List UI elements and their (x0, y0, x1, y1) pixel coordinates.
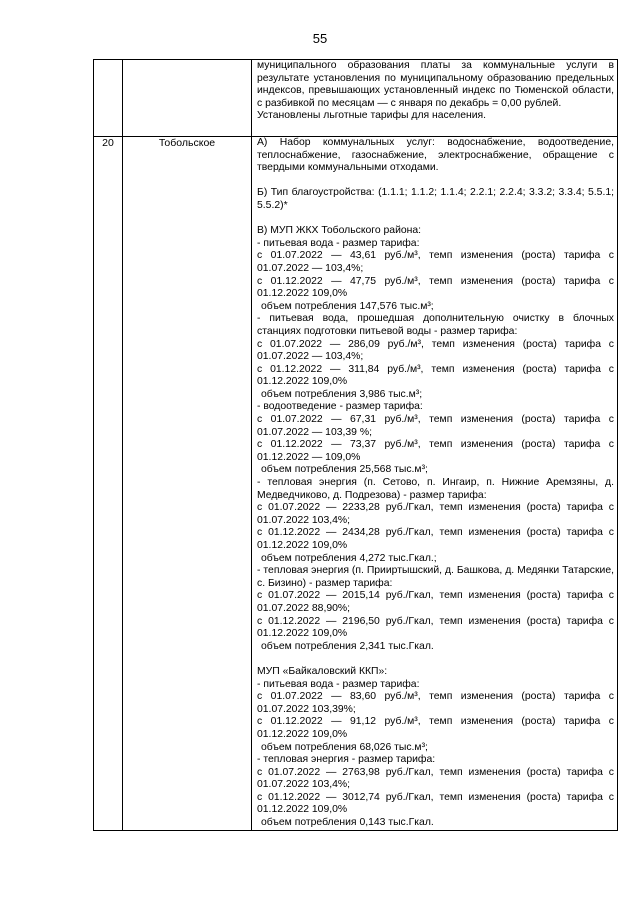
page-number: 55 (312, 31, 328, 46)
details-content (252, 60, 617, 123)
blank-line (257, 653, 614, 666)
text-line: муниципального образования платы за коммунальные услуги в результате установления по муниципальному образованию предельных индексов, превышающих установленный индекс по Тюменской области, с разбивкой по месяцам — с января по декабрь = 0,00 рублей. (257, 60, 614, 109)
text-line: с 01.12.2022 — 3012,74 руб./Гкал, темп изменения (роста) тарифа с 01.12.2022 109,0% (257, 791, 614, 816)
text-line: объем потребления 4,272 тыс.Гкал.; (261, 552, 437, 564)
details-cell (252, 137, 618, 831)
blank-line (257, 175, 614, 188)
text-line: МУП «Байкаловский ККП»: (257, 665, 388, 677)
table-row (94, 137, 618, 831)
text-line: объем потребления 25,568 тыс.м³; (261, 464, 428, 476)
text-line: с 01.12.2022 — 73,37 руб./м³, темп изменения (роста) тарифа с 01.12.2022 — 109,0% (257, 439, 614, 463)
details-cell (252, 60, 618, 137)
text-line: - питьевая вода - размер тарифа: (257, 237, 420, 249)
text-line: с 01.12.2022 — 2196,50 руб./Гкал, темп изменения (роста) тарифа с 01.12.2022 109,0% (257, 615, 614, 640)
text-line: с 01.12.2022 — 47,75 руб./м³, темп изменения (роста) тарифа с 01.12.2022 109,0% (257, 275, 614, 300)
text-line: объем потребления 68,026 тыс.м³; (261, 741, 428, 753)
text-line: - тепловая энергия (п. Прииртышский, д. Башкова, д. Медянки Татарские, с. Бизино) - размер тарифа: (257, 565, 614, 589)
text-line: объем потребления 0,143 тыс.Гкал. (261, 817, 434, 829)
text-line: - питьевая вода - размер тарифа: (257, 678, 420, 690)
row-number-cell: 20 (94, 137, 123, 831)
table-row (94, 60, 618, 137)
text-line: объем потребления 147,576 тыс.м³; (261, 300, 434, 312)
text-line: Б) Тип благоустройства: (1.1.1; 1.1.2; 1.1.4; 2.2.1; 2.2.4; 3.3.2; 3.3.4; 5.5.1; 5.5.2)* (257, 187, 614, 211)
text-line: А) Набор коммунальных услуг: водоснабжение, водоотведение, теплоснабжение, газоснабжение, электроснабжение, обращение с твердыми коммунальными отходами. (257, 137, 614, 174)
text-line: с 01.07.2022 — 67,31 руб./м³, темп изменения (роста) тарифа с 01.07.2022 — 103,39 %; (257, 414, 614, 438)
blank-line (257, 213, 614, 226)
text-line: с 01.07.2022 — 43,61 руб./м³, темп изменения (роста) тарифа с 01.07.2022 — 103,4%; (257, 250, 614, 274)
municipality-name-cell: Тобольское (123, 137, 252, 831)
text-line: с 01.12.2022 — 91,12 руб./м³, темп изменения (роста) тарифа с 01.12.2022 109,0% (257, 716, 614, 740)
text-line: объем потребления 2,341 тыс.Гкал. (261, 640, 434, 652)
tariff-table (93, 59, 618, 831)
text-line: с 01.07.2022 — 2233,28 руб./Гкал, темп изменения (роста) тарифа с 01.07.2022 103,4%; (257, 502, 614, 526)
text-line: с 01.07.2022 — 2015,14 руб./Гкал, темп изменения (роста) тарифа с 01.07.2022 88,90%; (257, 590, 614, 614)
details-content (252, 137, 617, 830)
row-number-cell (94, 60, 123, 137)
text-line: с 01.07.2022 — 83,60 руб./м³, темп изменения (роста) тарифа с 01.07.2022 103,39%; (257, 691, 614, 715)
text-line: - тепловая энергия - размер тарифа: (257, 754, 436, 766)
text-line: с 01.12.2022 — 311,84 руб./м³, темп изменения (роста) тарифа с 01.12.2022 109,0% (257, 363, 614, 388)
text-line: с 01.07.2022 — 2763,98 руб./Гкал, темп изменения (роста) тарифа с 01.07.2022 103,4%; (257, 766, 614, 791)
text-line: объем потребления 3,986 тыс.м³; (261, 388, 423, 400)
text-line: - тепловая энергия (п. Сетово, п. Ингаир, п. Нижние Аремзяны, д. Медведчиково, д. Подрезова) - размер тарифа: (257, 477, 614, 501)
text-line: В) МУП ЖКХ Тобольского района: (257, 225, 422, 237)
text-line: Установлены льготные тарифы для населения. (257, 110, 487, 122)
text-line: - водоотведение - размер тарифа: (257, 401, 423, 413)
text-line: с 01.07.2022 — 286,09 руб./м³, темп изменения (роста) тарифа с 01.07.2022 — 103,4%; (257, 338, 614, 363)
text-line: - питьевая вода, прошедшая дополнительную очистку в блочных станциях подготовки питьевой воды - размер тарифа: (257, 313, 614, 337)
municipality-name-cell (123, 60, 252, 137)
text-line: с 01.12.2022 — 2434,28 руб./Гкал, темп изменения (роста) тарифа с 01.12.2022 109,0% (257, 527, 614, 551)
